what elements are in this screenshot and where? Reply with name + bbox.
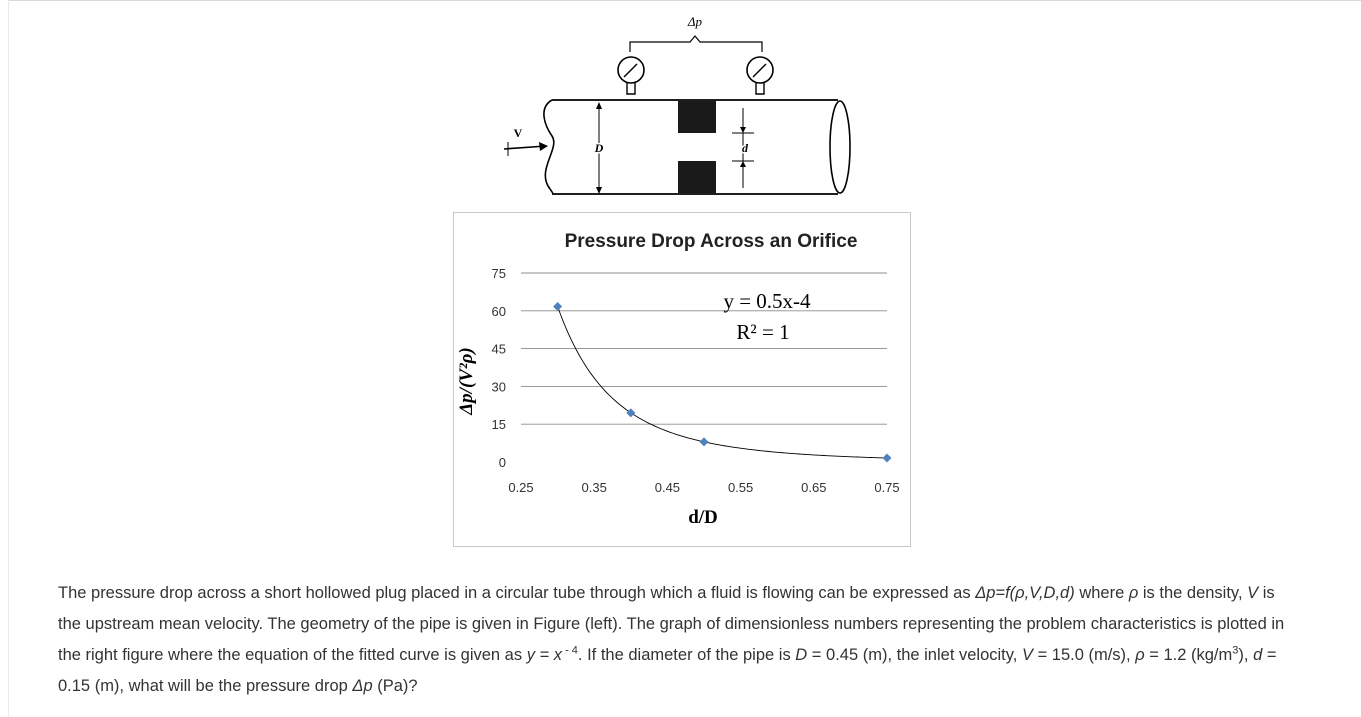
- data-point: [700, 437, 709, 446]
- x-tick-0.65: 0.65: [801, 480, 827, 495]
- data-point: [553, 302, 562, 311]
- y-tick-75: 75: [491, 266, 506, 281]
- data-point: [883, 453, 892, 462]
- delta-p-label: Δp: [687, 14, 703, 29]
- x-axis-label: d/D: [688, 507, 718, 528]
- x-tick-0.55: 0.55: [727, 480, 754, 495]
- pipe-right-end: [830, 101, 850, 193]
- orifice-bottom-block: [678, 161, 716, 193]
- x-tick-labels: [508, 480, 899, 495]
- big-d-label: D: [594, 141, 604, 155]
- x-tick-0.25: 0.25: [508, 480, 534, 495]
- left-pressure-gauge-icon: [618, 57, 644, 94]
- top-border: [8, 0, 1361, 1]
- data-markers: [553, 302, 891, 462]
- trendline-curve: [558, 306, 887, 458]
- formula-v-value: V: [1021, 646, 1033, 664]
- formula-big-d: D: [795, 646, 808, 664]
- trendline-r-squared: R² = 1: [736, 320, 790, 344]
- left-border: [8, 0, 9, 717]
- formula-rho-value: ρ: [1135, 646, 1145, 664]
- exponent: - 4: [562, 644, 578, 657]
- pressure-drop-chart: [454, 213, 910, 546]
- y-tick-0: 0: [498, 455, 506, 470]
- orifice-top-block: [678, 101, 716, 133]
- data-point: [626, 408, 635, 417]
- formula-small-d: d: [1253, 646, 1263, 664]
- y-tick-labels: [492, 266, 506, 470]
- x-tick-0.45: 0.45: [654, 480, 681, 495]
- formula-rho: ρ: [1128, 584, 1139, 602]
- trendline-equation: y = 0.5x-4: [723, 289, 811, 313]
- y-tick-30: 30: [491, 379, 506, 395]
- y-axis-label: Δp/(V²ρ): [456, 347, 477, 415]
- x-tick-0.75: 0.75: [874, 480, 900, 495]
- y-tick-60: 60: [491, 303, 506, 319]
- small-d-label: d: [742, 141, 748, 155]
- x-tick-0.35: 0.35: [581, 480, 607, 495]
- chart-panel: [453, 212, 911, 547]
- chart-title: Pressure Drop Across an Orifice: [564, 231, 858, 252]
- velocity-label: V: [513, 126, 523, 140]
- question-text: The pressure drop across a short hollowed plug placed in a circular tube through which a fluid is flowing can be expressed as Δp=f(ρ,V,D,d) where ρ is the density, V is the upstream mean velocity. The geometry of the pipe is given in Figure (left). The graph of dimensionless numbers representing the problem characteristics is plotted in the right figure where the equation of the fitted curve is given as y = x $^{- 4}$. If the diameter of the pipe is D = 0.45 (m), the inlet velocity, V = 15.0 (m/s), ρ = 1.2 $(kg/m^3)$, d = 0.15 (m), what will be the pressure drop Δp (Pa)?: [58, 584, 1285, 695]
- formula-curve: y = x: [526, 646, 563, 664]
- right-pressure-gauge-icon: [747, 57, 773, 94]
- formula-function: Δp=f(ρ,V,D,d): [975, 584, 1075, 602]
- orifice-pipe-diagram: [490, 8, 870, 208]
- formula-v: V: [1247, 584, 1259, 602]
- y-tick-15: 15: [491, 417, 506, 433]
- unit-exponent: 3: [1232, 644, 1239, 657]
- delta-p-bracket: [630, 36, 762, 52]
- y-tick-45: 45: [491, 341, 506, 357]
- formula-delta-p: Δp: [352, 677, 373, 695]
